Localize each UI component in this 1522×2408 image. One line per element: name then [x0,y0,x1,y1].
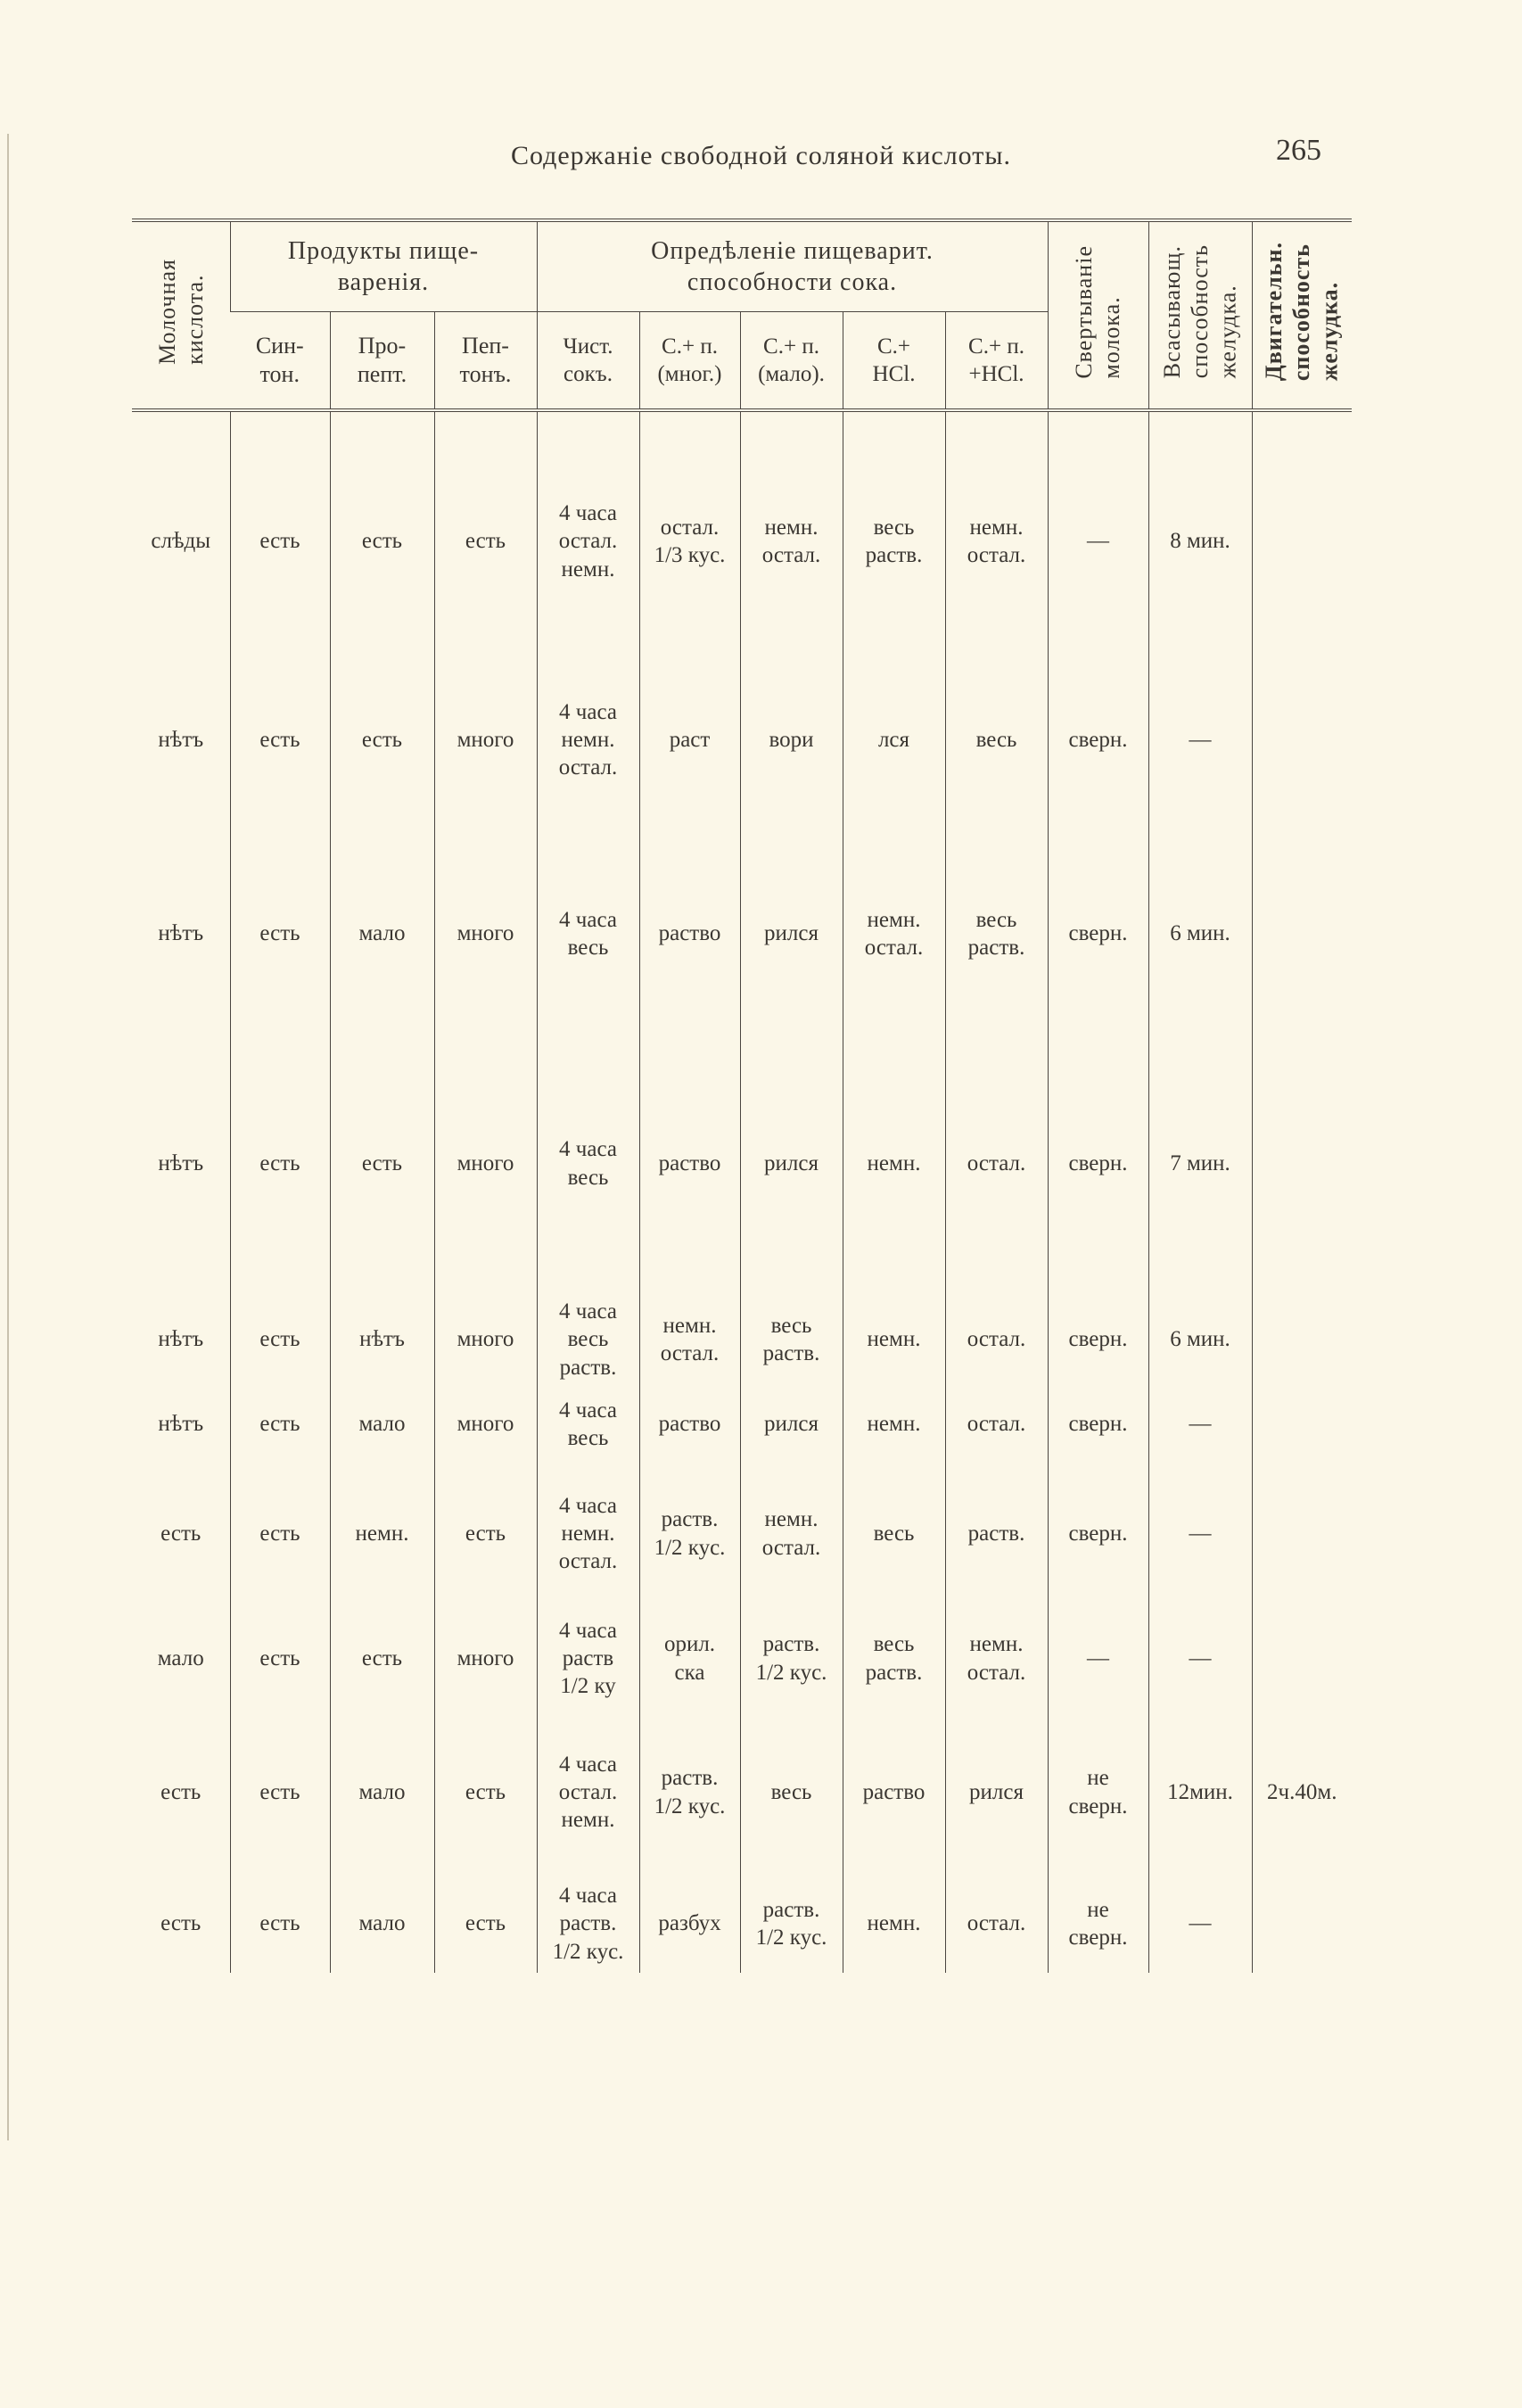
table-cell [639,1875,740,1973]
cell-text: рился [969,1779,1024,1804]
table-cell [1252,1875,1352,1973]
cell-text: весь раств. [762,1313,820,1365]
table-cell [740,434,843,648]
cell-text: 12мин. [1167,1779,1233,1804]
cell-text: раств. [967,1521,1025,1546]
table-cell [330,1036,434,1291]
cell-text: мало [157,1645,204,1670]
table-cell [537,1875,639,1973]
cell-text: рился [764,1150,819,1175]
table-cell [537,1036,639,1291]
cell-text: остал. 1/3 кус. [654,515,726,567]
header-motor-function [1252,220,1352,410]
cell-text: — [1189,1645,1212,1670]
cell-text: 6 мин. [1170,921,1230,946]
table-cell [740,1875,843,1973]
cell-text: есть [259,727,300,752]
table-cell [945,831,1048,1036]
table-cell [639,1460,740,1607]
table-cell [1048,1607,1148,1710]
table-cell [230,1710,330,1875]
header-motor-function-label: Двигательн. способность желудка. [1261,242,1343,382]
table-cell [945,1389,1048,1460]
table-cell [639,1607,740,1710]
cell-text: нѣтъ [158,1327,204,1352]
cell-text: нѣтъ [359,1327,405,1352]
cell-text: — [1189,1521,1212,1546]
cell-text: весь раств. [865,515,923,567]
cell-text: остал. [967,1911,1026,1936]
table-row [132,1036,1352,1291]
table-cell [330,831,434,1036]
table-cell [230,1460,330,1607]
subheader-pure-juice: Чист. сокъ. [537,312,639,411]
cell-text: мало [358,1779,406,1804]
table-cell [843,1460,945,1607]
cell-text: 7 мин. [1170,1150,1230,1175]
table-row [132,434,1352,648]
table-cell [1252,1389,1352,1460]
table-cell [230,1875,330,1973]
cell-text: немн. [867,1327,921,1352]
table-cell [434,1607,537,1710]
table-cell [1148,1036,1252,1291]
table-cell [1048,1710,1148,1875]
table-cell [740,648,843,831]
cell-text: есть [160,1779,202,1804]
cell-text: 4 часа остал. немн. [558,1752,618,1833]
cell-text: мало [358,921,406,946]
table-cell [434,1291,537,1389]
table-cell [230,648,330,831]
cell-text: нѣтъ [158,727,204,752]
table-row [132,1389,1352,1460]
table-cell [330,1607,434,1710]
cell-text: немн. остал. [660,1313,720,1365]
table-cell [1148,1875,1252,1973]
table-cell [843,1036,945,1291]
cell-text: есть [259,1327,300,1352]
cell-text: раство [862,1779,926,1804]
table-cell [132,1389,230,1460]
table-cell [639,1389,740,1460]
cell-text: есть [361,727,403,752]
table-cell [434,648,537,831]
table-body [132,410,1352,1973]
cell-text: немн. остал. [967,515,1026,567]
cell-text: орил. ска [663,1632,716,1685]
table-cell [1148,831,1252,1036]
table-row [132,1460,1352,1607]
cell-text: 4 часа весь [559,907,617,960]
table-cell [1048,831,1148,1036]
table-cell [330,434,434,648]
cell-text: немн. [355,1521,409,1546]
cell-text: сверн. [1068,921,1128,946]
cell-text: — [1189,1911,1212,1936]
cell-text: сверн. [1068,727,1128,752]
table-cell [740,1389,843,1460]
table-cell [1252,1710,1352,1875]
cell-text: 4 часа остал. немн. [558,501,618,581]
table-cell [434,1710,537,1875]
subheader-juice-plus-hcl: С.+ HCl. [843,312,945,411]
table-cell [230,1607,330,1710]
table-cell [1048,1389,1148,1460]
table-cell [945,1875,1048,1973]
cell-text: раство [658,1412,721,1437]
cell-text: весь [975,727,1017,752]
table-cell [537,1607,639,1710]
cell-text: много [457,1645,514,1670]
table-cell [945,1460,1048,1607]
table-cell [843,434,945,648]
table-cell [537,434,639,648]
cell-text: — [1087,529,1109,554]
header-absorption [1148,220,1252,410]
table-cell [434,1460,537,1607]
table-cell [945,434,1048,648]
header-milk-curdling [1048,220,1148,410]
table-cell [945,1710,1048,1875]
cell-text: есть [465,1911,506,1936]
table-cell [639,831,740,1036]
table-cell [1048,648,1148,831]
cell-text: 4 часа раств. 1/2 кус. [552,1884,624,1964]
table-row [132,1875,1352,1973]
cell-text: 4 часа немн. остал. [558,1493,618,1574]
header-lactic-acid-label: Молочная кислота. [153,258,208,365]
cell-text: разбух [658,1911,721,1936]
table-cell [740,1036,843,1291]
table-cell [1252,1460,1352,1607]
cell-text: сверн. [1068,1327,1128,1352]
cell-text: есть [259,1412,300,1437]
subheader-propeptone: Про- пепт. [330,312,434,411]
table-cell [132,1460,230,1607]
cell-text: 8 мин. [1170,529,1230,554]
cell-text: мало [358,1911,406,1936]
table-cell [843,831,945,1036]
cell-text: много [457,1150,514,1175]
cell-text: есть [259,1911,300,1936]
cell-text: 4 часа весь [559,1137,617,1190]
table-row [132,1607,1352,1710]
cell-text: раств. 1/2 кус. [654,1507,726,1560]
table-cell [1048,434,1148,648]
cell-text: остал. [967,1150,1026,1175]
cell-text: есть [361,529,403,554]
table-row [132,648,1352,831]
header-milk-curdling-label: Свертываніе молока. [1071,244,1125,379]
table-cell [537,1389,639,1460]
table-cell [434,1875,537,1973]
cell-text: весь раств. [967,907,1025,960]
table-cell [1048,1875,1148,1973]
table-cell [843,1291,945,1389]
cell-text: рился [764,921,819,946]
table-cell [639,1291,740,1389]
cell-text: много [457,921,514,946]
table-cell [537,1291,639,1389]
cell-text: раств. 1/2 кус. [755,1632,827,1685]
cell-text: раство [658,1150,721,1175]
cell-text: сверн. [1068,1412,1128,1437]
table-cell [639,434,740,648]
table-cell [1148,1460,1252,1607]
cell-text: весь [770,1779,812,1804]
table-row [132,1291,1352,1389]
table-cell [740,1460,843,1607]
table-cell [639,1710,740,1875]
header-digestion-products [230,220,537,312]
table-cell [330,1291,434,1389]
header-absorption-label: Всасывающ. способность желудка. [1159,244,1241,379]
cell-text: вори [769,727,814,752]
table-cell [132,1875,230,1973]
table-cell [740,1710,843,1875]
subheader-peptone: Пеп- тонъ. [434,312,537,411]
cell-text: немн. остал. [761,1507,821,1560]
cell-text: есть [259,1521,300,1546]
cell-text: рился [764,1412,819,1437]
table-cell [330,1460,434,1607]
cell-text: немн. [867,1911,921,1936]
cell-text: — [1189,727,1212,752]
cell-text: есть [259,1645,300,1670]
cell-text: немн. остал. [967,1632,1026,1685]
cell-text: сверн. [1068,1150,1128,1175]
spacer-row [132,410,1352,434]
running-title: Содержаніе свободной соляной кислоты. [510,141,1012,170]
header-digestive-capacity [537,220,1048,312]
cell-text: есть [259,529,300,554]
cell-text: есть [259,1150,300,1175]
table-cell [945,648,1048,831]
table-cell [132,831,230,1036]
table-cell [330,1710,434,1875]
cell-text: лся [877,727,910,752]
table-cell [537,1710,639,1875]
cell-text: есть [465,1521,506,1546]
cell-text: есть [361,1150,403,1175]
cell-text: немн. остал. [864,907,924,960]
table-cell [1252,648,1352,831]
cell-text: весь раств. [865,1632,923,1685]
header-digestion-products-label: Продукты пище- варенія. [287,237,480,296]
cell-text: есть [160,1521,202,1546]
table-cell [330,1389,434,1460]
page-edge-shadow [7,134,9,2140]
table-cell [434,1389,537,1460]
table-row [132,1710,1352,1875]
table-cell [230,831,330,1036]
cell-text: немн. остал. [761,515,821,567]
subheader-juice-plus-p-little: С.+ п. (мало). [740,312,843,411]
table-cell [1148,1710,1252,1875]
cell-text: много [457,1327,514,1352]
table-cell [843,648,945,831]
table-cell [434,831,537,1036]
cell-text: много [457,727,514,752]
table-cell [843,1710,945,1875]
cell-text: нѣтъ [158,921,204,946]
table-cell [1252,1607,1352,1710]
table-cell [132,1036,230,1291]
cell-text: есть [465,1779,506,1804]
table-cell [230,434,330,648]
cell-text: не сверн. [1068,1897,1128,1950]
table-cell [537,648,639,831]
table-cell [330,1875,434,1973]
cell-text: есть [259,1779,300,1804]
table-cell [1252,434,1352,648]
cell-text: 6 мин. [1170,1327,1230,1352]
subheader-juice-plus-p-plus-hcl: С.+ п. +HCl. [945,312,1048,411]
cell-text: есть [259,921,300,946]
table-cell [1048,1291,1148,1389]
table-cell [132,1710,230,1875]
cell-text: мало [358,1412,406,1437]
table-cell [230,1291,330,1389]
table-cell [1048,1460,1148,1607]
subheader-synton: Син- тон. [230,312,330,411]
table-cell [132,648,230,831]
cell-text: остал. [967,1327,1026,1352]
cell-text: есть [160,1911,202,1936]
table-cell [843,1607,945,1710]
table-cell [945,1036,1048,1291]
table-cell [740,1291,843,1389]
cell-text: нѣтъ [158,1150,204,1175]
cell-text: — [1189,1412,1212,1437]
table-cell [330,648,434,831]
cell-text: 4 часа немн. остал. [558,699,618,780]
table-cell [1048,1036,1148,1291]
table-cell [230,1036,330,1291]
table-cell [1148,1291,1252,1389]
table-cell [434,434,537,648]
table-cell [740,1607,843,1710]
subheader-juice-plus-p-much: С.+ п. (мног.) [639,312,740,411]
table-cell [945,1291,1048,1389]
table-cell [537,831,639,1036]
cell-text: слѣды [151,529,211,554]
cell-text: раств. 1/2 кус. [755,1897,827,1950]
header-lactic-acid [132,220,230,410]
page-number: 265 [1276,134,1321,167]
cell-text: раств. 1/2 кус. [654,1766,726,1818]
table-cell [1252,831,1352,1036]
table-cell [843,1875,945,1973]
table-cell [132,1607,230,1710]
cell-text: 4 часа весь [559,1398,617,1450]
cell-text: сверн. [1068,1521,1128,1546]
table-cell [1148,1607,1252,1710]
cell-text: много [457,1412,514,1437]
cell-text: не сверн. [1068,1766,1128,1818]
table-cell [1148,434,1252,648]
table-cell [1148,1389,1252,1460]
cell-text: весь [873,1521,915,1546]
cell-text: немн. [867,1412,921,1437]
cell-text: раст [669,727,711,752]
data-table [132,219,1352,1973]
table-cell [1148,648,1252,831]
table-row [132,831,1352,1036]
table-cell [1252,1036,1352,1291]
cell-text: есть [465,529,506,554]
table-cell [740,831,843,1036]
cell-text: остал. [967,1412,1026,1437]
table-cell [639,1036,740,1291]
header-digestive-capacity-label: Опредѣленіе пищеварит. способности сока. [651,237,934,296]
cell-text: нѣтъ [158,1412,204,1437]
cell-text: 4 часа раств 1/2 ку [559,1618,617,1699]
cell-text: 2ч.40м. [1267,1779,1337,1804]
cell-text: немн. [867,1150,921,1175]
cell-text: есть [361,1645,403,1670]
table-cell [1252,1291,1352,1389]
table-cell [132,1291,230,1389]
table-cell [132,434,230,648]
cell-text: — [1087,1645,1109,1670]
table-cell [537,1460,639,1607]
table-cell [434,1036,537,1291]
table-cell [639,648,740,831]
cell-text: раство [658,921,721,946]
table-cell [843,1389,945,1460]
cell-text: 4 часа весь раств. [559,1299,617,1380]
table-cell [230,1389,330,1460]
table-cell [945,1607,1048,1710]
